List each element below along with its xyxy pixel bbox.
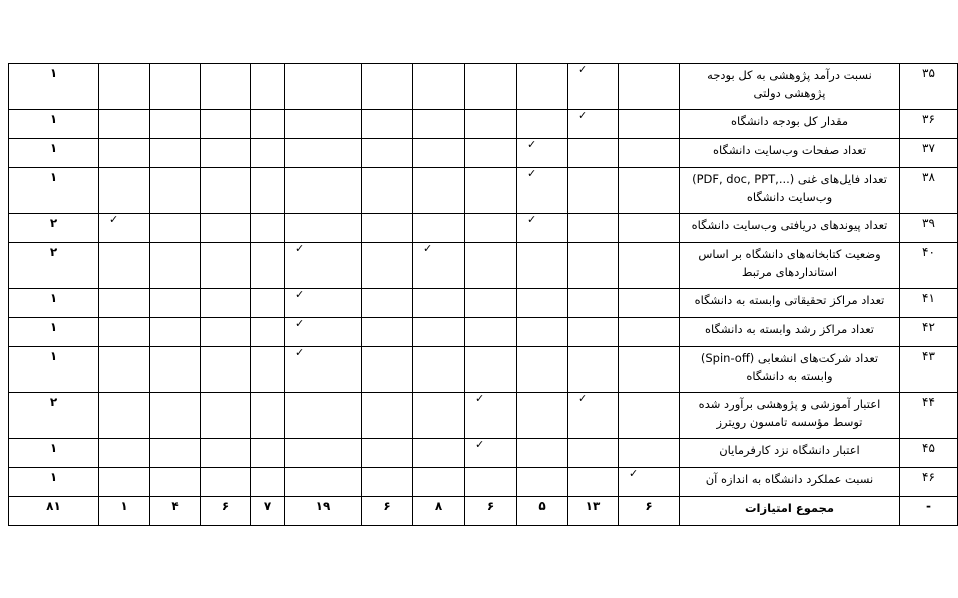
row-total: ۱ — [9, 468, 99, 497]
check-cell — [619, 393, 680, 439]
check-cell — [413, 468, 465, 497]
check-cell — [619, 468, 680, 497]
check-icon: ✓ — [295, 317, 305, 330]
check-cell — [517, 318, 568, 347]
check-cell — [517, 393, 568, 439]
check-cell — [285, 64, 362, 110]
check-cell — [568, 439, 619, 468]
check-cell — [285, 439, 362, 468]
check-cell — [362, 64, 413, 110]
table-row — [9, 393, 958, 439]
column-total: ۶ — [201, 497, 251, 526]
column-total: ۱۹ — [285, 497, 362, 526]
check-cell — [362, 318, 413, 347]
check-cell — [568, 468, 619, 497]
check-cell — [568, 318, 619, 347]
check-cell — [517, 468, 568, 497]
row-total: ۱ — [9, 439, 99, 468]
criterion-title: اعتبار دانشگاه نزد کارفرمایان — [680, 439, 900, 468]
check-cell — [285, 468, 362, 497]
check-cell — [465, 168, 517, 214]
row-number: ۴۶ — [900, 468, 958, 497]
check-cell — [150, 289, 201, 318]
check-cell — [465, 468, 517, 497]
row-total: ۲ — [9, 243, 99, 289]
check-cell — [517, 439, 568, 468]
check-cell — [251, 347, 285, 393]
criteria-table — [8, 63, 958, 526]
table-row — [9, 214, 958, 243]
grand-total: ۸۱ — [9, 497, 99, 526]
column-total: ۷ — [251, 497, 285, 526]
check-cell — [568, 347, 619, 393]
criterion-title: تعداد شرکت‌های انشعابی (Spin-off) وابسته به دانشگاه — [680, 347, 900, 393]
check-cell — [362, 243, 413, 289]
row-total: ۱ — [9, 110, 99, 139]
check-cell — [99, 64, 150, 110]
check-cell — [251, 289, 285, 318]
check-icon: ✓ — [578, 392, 588, 405]
check-cell — [99, 214, 150, 243]
row-total: ۱ — [9, 139, 99, 168]
check-cell — [99, 139, 150, 168]
check-icon: ✓ — [475, 438, 485, 451]
check-cell — [465, 110, 517, 139]
check-cell — [413, 243, 465, 289]
criterion-title: مقدار کل بودجه دانشگاه — [680, 110, 900, 139]
check-cell — [285, 243, 362, 289]
check-cell — [517, 214, 568, 243]
check-cell — [362, 214, 413, 243]
check-cell — [251, 214, 285, 243]
check-cell — [201, 64, 251, 110]
criterion-title: وضعیت کتابخانه‌های دانشگاه بر اساس استانداردهای مرتبط — [680, 243, 900, 289]
check-cell — [150, 139, 201, 168]
check-cell — [465, 393, 517, 439]
check-cell — [362, 393, 413, 439]
check-cell — [99, 347, 150, 393]
check-cell — [285, 168, 362, 214]
check-cell — [99, 110, 150, 139]
table-row — [9, 347, 958, 393]
criterion-title: اعتبار آموزشی و پژوهشی برآورد شده توسط مؤسسه تامسون رویترز — [680, 393, 900, 439]
row-number: ۳۶ — [900, 110, 958, 139]
check-cell — [465, 289, 517, 318]
check-cell — [251, 139, 285, 168]
check-cell — [201, 289, 251, 318]
check-cell — [251, 110, 285, 139]
check-cell — [201, 243, 251, 289]
table-row — [9, 289, 958, 318]
check-cell — [413, 318, 465, 347]
check-cell — [619, 318, 680, 347]
check-cell — [465, 243, 517, 289]
check-cell — [413, 347, 465, 393]
check-cell — [99, 168, 150, 214]
column-total: ۶ — [362, 497, 413, 526]
check-cell — [362, 289, 413, 318]
column-total: ۱۳ — [568, 497, 619, 526]
check-cell — [568, 168, 619, 214]
row-total: ۱ — [9, 168, 99, 214]
check-icon: ✓ — [527, 213, 537, 226]
column-total: ۸ — [413, 497, 465, 526]
check-cell — [201, 139, 251, 168]
check-cell — [517, 64, 568, 110]
check-cell — [150, 214, 201, 243]
check-cell — [201, 468, 251, 497]
check-cell — [251, 468, 285, 497]
check-cell — [251, 64, 285, 110]
check-cell — [413, 393, 465, 439]
check-icon: ✓ — [423, 242, 433, 255]
check-cell — [619, 110, 680, 139]
check-cell — [285, 214, 362, 243]
row-total: ۲ — [9, 393, 99, 439]
table-row — [9, 243, 958, 289]
check-cell — [362, 110, 413, 139]
column-total: ۴ — [150, 497, 201, 526]
check-icon: ✓ — [295, 288, 305, 301]
check-cell — [201, 393, 251, 439]
check-cell — [201, 347, 251, 393]
check-cell — [99, 289, 150, 318]
table-row — [9, 139, 958, 168]
check-cell — [150, 110, 201, 139]
check-cell — [413, 168, 465, 214]
column-total: ۵ — [517, 497, 568, 526]
check-icon: ✓ — [527, 138, 537, 151]
criterion-title: نسبت عملکرد دانشگاه به اندازه آن — [680, 468, 900, 497]
check-cell — [413, 110, 465, 139]
check-cell — [619, 64, 680, 110]
row-total: ۱ — [9, 64, 99, 110]
criterion-title: تعداد صفحات وب‌سایت دانشگاه — [680, 139, 900, 168]
check-cell — [362, 347, 413, 393]
row-number: ۴۰ — [900, 243, 958, 289]
check-cell — [285, 289, 362, 318]
check-cell — [568, 214, 619, 243]
check-cell — [285, 110, 362, 139]
check-cell — [413, 214, 465, 243]
row-total: ۲ — [9, 214, 99, 243]
row-number: ۴۱ — [900, 289, 958, 318]
check-cell — [413, 64, 465, 110]
check-cell — [362, 139, 413, 168]
check-cell — [150, 168, 201, 214]
totals-row — [9, 497, 958, 526]
row-number: ۴۲ — [900, 318, 958, 347]
check-cell — [251, 318, 285, 347]
check-cell — [465, 214, 517, 243]
check-cell — [285, 318, 362, 347]
check-cell — [150, 468, 201, 497]
check-cell — [99, 243, 150, 289]
criterion-title: تعداد پیوندهای دریافتی وب‌سایت دانشگاه — [680, 214, 900, 243]
check-cell — [517, 110, 568, 139]
check-cell — [517, 347, 568, 393]
check-cell — [568, 139, 619, 168]
check-cell — [362, 468, 413, 497]
check-cell — [517, 289, 568, 318]
check-icon: ✓ — [295, 346, 305, 359]
row-total: ۱ — [9, 318, 99, 347]
check-cell — [619, 243, 680, 289]
check-cell — [517, 243, 568, 289]
check-icon: ✓ — [629, 467, 639, 480]
check-cell — [568, 110, 619, 139]
check-cell — [150, 243, 201, 289]
check-cell — [150, 318, 201, 347]
check-cell — [150, 64, 201, 110]
table-row — [9, 318, 958, 347]
check-cell — [201, 318, 251, 347]
check-cell — [413, 439, 465, 468]
check-cell — [150, 439, 201, 468]
row-total: ۱ — [9, 347, 99, 393]
criterion-title: تعداد فایل‌های غنی (...,PDF, doc, PPT) وب‌سایت دانشگاه — [680, 168, 900, 214]
check-cell — [251, 439, 285, 468]
criterion-title: تعداد مراکز رشد وابسته به دانشگاه — [680, 318, 900, 347]
table-row — [9, 64, 958, 110]
column-total: ۶ — [465, 497, 517, 526]
check-cell — [465, 139, 517, 168]
check-cell — [465, 347, 517, 393]
check-cell — [362, 168, 413, 214]
check-cell — [465, 64, 517, 110]
check-cell — [201, 110, 251, 139]
check-cell — [150, 347, 201, 393]
row-total: ۱ — [9, 289, 99, 318]
criterion-title: تعداد مراکز تحقیقاتی وابسته به دانشگاه — [680, 289, 900, 318]
check-cell — [285, 393, 362, 439]
check-cell — [99, 393, 150, 439]
row-number: ۳۸ — [900, 168, 958, 214]
table-row — [9, 468, 958, 497]
criterion-title: نسبت درآمد پژوهشی به کل بودجه پژوهشی دولتی — [680, 64, 900, 110]
check-cell — [99, 439, 150, 468]
check-cell — [201, 168, 251, 214]
check-cell — [150, 393, 201, 439]
totals-number: - — [900, 497, 958, 526]
check-cell — [201, 439, 251, 468]
check-cell — [465, 318, 517, 347]
check-cell — [285, 139, 362, 168]
check-cell — [619, 139, 680, 168]
check-cell — [619, 439, 680, 468]
check-cell — [568, 393, 619, 439]
check-cell — [362, 439, 413, 468]
row-number: ۴۵ — [900, 439, 958, 468]
table-row — [9, 110, 958, 139]
row-number: ۳۷ — [900, 139, 958, 168]
check-cell — [619, 214, 680, 243]
check-cell — [568, 289, 619, 318]
row-number: ۳۵ — [900, 64, 958, 110]
check-cell — [517, 168, 568, 214]
check-icon: ✓ — [295, 242, 305, 255]
check-cell — [465, 439, 517, 468]
check-cell — [413, 289, 465, 318]
totals-label: مجموع امتیازات — [680, 497, 900, 526]
table-row — [9, 168, 958, 214]
table-row — [9, 439, 958, 468]
row-number: ۳۹ — [900, 214, 958, 243]
check-cell — [285, 347, 362, 393]
check-cell — [251, 243, 285, 289]
check-cell — [251, 393, 285, 439]
check-cell — [251, 168, 285, 214]
check-cell — [517, 139, 568, 168]
check-cell — [413, 139, 465, 168]
check-icon: ✓ — [578, 109, 588, 122]
column-total: ۱ — [99, 497, 150, 526]
check-icon: ✓ — [527, 167, 537, 180]
check-cell — [568, 64, 619, 110]
check-cell — [201, 214, 251, 243]
row-number: ۴۴ — [900, 393, 958, 439]
check-cell — [619, 289, 680, 318]
check-icon: ✓ — [475, 392, 485, 405]
check-cell — [99, 318, 150, 347]
check-cell — [99, 468, 150, 497]
check-cell — [619, 347, 680, 393]
check-cell — [568, 243, 619, 289]
row-number: ۴۳ — [900, 347, 958, 393]
check-cell — [619, 168, 680, 214]
check-icon: ✓ — [109, 213, 119, 226]
check-icon: ✓ — [578, 63, 588, 76]
column-total: ۶ — [619, 497, 680, 526]
